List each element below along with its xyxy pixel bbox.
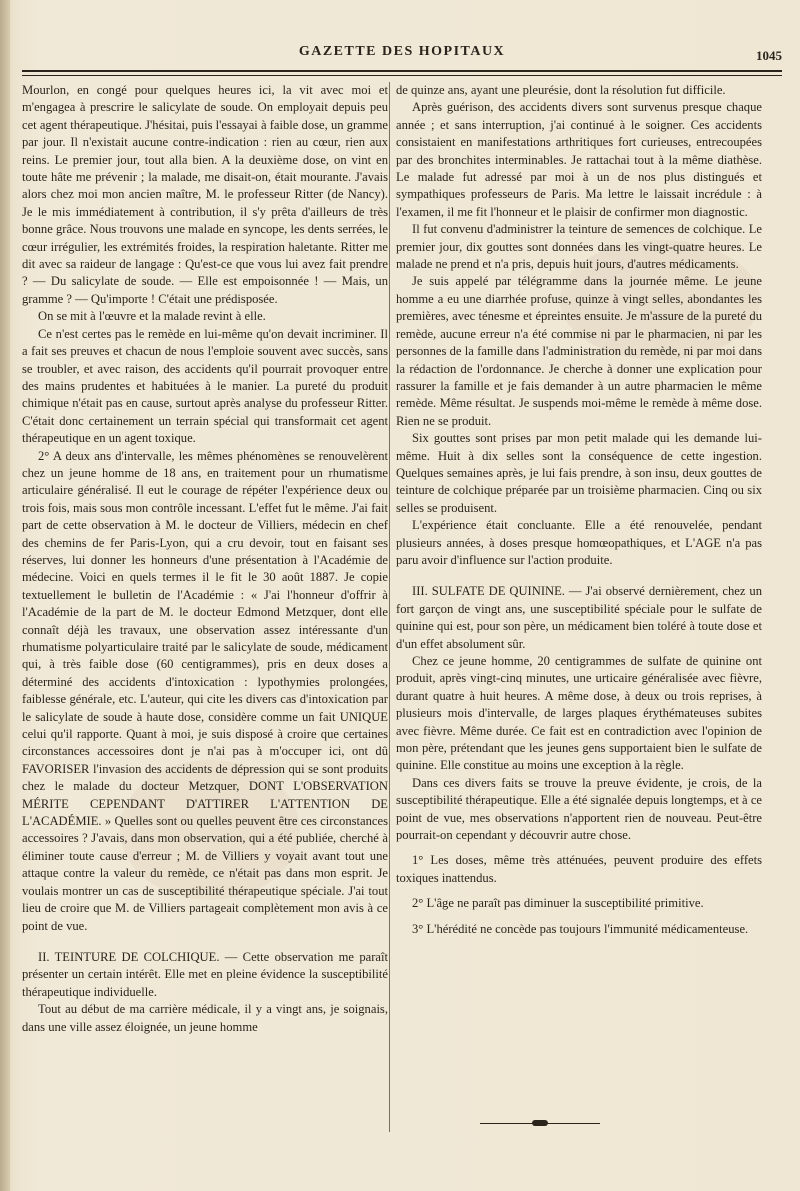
page-header: [22, 38, 782, 68]
list-item: 2° L'âge ne paraît pas diminuer la susceptibilité primitive.: [412, 896, 704, 911]
header-rule-thick: [22, 70, 782, 72]
paragraph: Après guérison, des accidents divers sont survenus presque chaque année ; et sans interruption, j'ai continué à le soigner. Ces accidents consistaient en manifestations arthritiques fort curieuses, entrecoupées par des bronchites interminables. Je rattachai tout à la même diathèse. Le malade fut adressé par moi à un de nos plus distingués et sympathiques professeurs de Paris. Ma lettre le laissait incrédule : à l'examen, il me fit l'honneur et le plaisir de confirmer mon diagnostic.: [396, 100, 762, 219]
right-column: [396, 82, 762, 1162]
end-ornament: [480, 1120, 600, 1128]
paragraph: Dans ces divers faits se trouve la preuve évidente, je crois, de la susceptibilité thérapeutique. Elle a été signalée depuis longtemps, et à ce point de vue, mes observations n'apportent rien de nouveau. Peut-être pourrait-on cependant y découvrir autre chose.: [396, 775, 762, 843]
section-heading-paragraph: III. SULFATE DE QUININE. — J'ai observé dernièrement, chez un fort garçon de vingt ans, une susceptibilité spéciale pour le sulfate de quinine qui est, pour son père, un médicament bien toléré à toute dose et d'un effet absolument sûr.: [396, 584, 762, 651]
ornament-center: [532, 1120, 548, 1126]
paragraph: Tout au début de ma carrière médicale, il y a vingt ans, je soignais, dans une ville assez éloignée, un jeune homme: [22, 1002, 388, 1034]
paragraph: On se mit à l'œuvre et la malade revint à elle.: [38, 309, 266, 324]
list-item: 3° L'hérédité ne concède pas toujours l'immunité médicamenteuse.: [412, 921, 749, 936]
paragraph: Ce n'est certes pas le remède en lui-même qu'on devait incriminer. Il a fait ses preuves et chacun de nous l'emploie souvent avec succès, sans se troubler, et avec raison, des accidents qu'il pourrait provoquer entre des mains prudentes et habituées à le manier. La pureté du produit chimique n'était pas en cause, surtout après analyse du professeur Ritter. C'était donc certainement un terrain spécial qui transformait cet agent thérapeutique en un agent toxique.: [22, 326, 388, 446]
paragraph: Il fut convenu d'administrer la teinture de semences de colchique. Le premier jour, dix gouttes sont données dans les vingt-quatre heures. Le malade ne prend et n'a pris, depuis huit jours, d'autres médicaments.: [396, 222, 762, 272]
left-column: [22, 82, 388, 1162]
paragraph: Je suis appelé par télégramme dans la journée même. Le jeune homme a eu une diarrhée profuse, quinze à vingt selles, abondantes les premières, avec ténesme et épreintes ensuite. Je m'assure de la pureté du remède, aucune erreur n'a été commise ni par le pharmacien, ni par les personnes de la famille dans l'administration du remède, ni par moi dans la rédaction de l'ordonnance. Je cherche à donner une explication pour rassurer la famille et je fais demander à un autre pharmacien le même remède. Même résultat. Je suspends moi-même le remède à même dose. Rien ne se produit.: [396, 274, 762, 428]
paragraph: Six gouttes sont prises par mon petit malade qui les demande lui-même. Huit à dix selles sont la conséquence de cette ingestion. Quelques semaines après, je lui fais prendre, à son insu, deux gouttes de teinture de colchique préparée par un troisième pharmacien. Cinq ou six selles se produisent.: [396, 431, 762, 515]
running-title: GAZETTE DES HOPITAUX: [298, 44, 506, 59]
paragraph: de quinze ans, ayant une pleurésie, dont la résolution fut difficile.: [396, 83, 726, 97]
paragraph: 2° A deux ans d'intervalle, les mêmes phénomènes se renouvelèrent chez un jeune homme de 18 ans, en traitement pour un rhumatisme articulaire généralisé. Il eut le courage de répéter l'expérience deux ou trois fois, mais sous mon contrôle incessant. L'effet fut le même. J'ai fait part de cette observation à M. le docteur de Villiers, médecin en chef des chemins de fer Paris-Lyon, qui a cru devoir, tout en faisant ses réserves, lui donner les honneurs d'une présentation à l'Académie de médecine. Voici en quels termes il le fit le 30 août 1887. Je copie textuellement le bulletin de l'Académie : « J'ai l'honneur d'offrir à l'Académie de la part de M. le docteur Edmond Metzquer, dont elle connaît déjà les travaux, une observation assez intéressante d'un rhumatisme polyarticulaire traité par le salicylate de soude, médicament qui, à très faible dose (60 centigrammes), pris en deux doses a déterminé des accidents d'intoxication : lypothymies prolongées, faiblesse générale, etc. L'auteur, qui cite les divers cas d'intoxication par le salicylate de soude à haute dose, considère comme un fait UNIQUE celui qu'il rapporte. Quant à moi, je suis disposé à croire que certaines circonstances accessoires dont je n'ai pas à m'occuper ici, ont dû FAVORISER l'invasion des accidents de dépression qui se sont produits chez le malade du docteur Metzquer, DONT L'OBSERVATION MÉRITE CEPENDANT D'ATTIRER L'ATTENTION DE L'ACADÉMIE. » Quelles sont ou quelles peuvent être ces circonstances accessoires ? J'avais, dans mon observation, qui a été publiée, cherché à éliminer toute cause d'erreur ; M. de Villiers y voyait avant tout une attaque contre la valeur du remède, ce n'était pas dans mon esprit. Je voulais montrer un cas de susceptibilité thérapeutique spéciale. J'ai tout lieu de croire que M. de Villiers partageait complètement mon avis à ce point de vue.: [22, 448, 388, 933]
paragraph: Chez ce jeune homme, 20 centigrammes de sulfate de quinine ont produit, après vingt-cinq minutes, une urticaire généralisée avec fièvre, durant quatre à huit heures. A même dose, à deux ou trois reprises, à plusieurs mois d'intervalle, de larges plaques érythémateuses subites avec fièvre. Même durée. Ce fait est en contradiction avec l'opinion de mon père, prétendant que les jeunes gens supportaient bien le sulfate de quinine. Elle constitue au moins une exception à la règle.: [396, 654, 762, 773]
list-item: 1° Les doses, même très atténuées, peuvent produire des effets toxiques inattendus.: [396, 853, 762, 885]
header-rule-thin: [22, 75, 782, 76]
column-divider: [389, 82, 390, 1132]
paragraph: Mourlon, en congé pour quelques heures ici, la vit avec moi et m'engagea à prescrire le salicylate de soude. On employait depuis peu cet agent thérapeutique. J'hésitai, puis l'essayai à faible dose, un gramme par jour. Il n'existait aucune contre-indication : rien au cœur, rien aux reins. Le premier jour, tout alla bien. A la deuxième dose, on vint en toute hâte me prévenir ; la malade, me disait-on, était mourante. J'avais alors chez moi mon ancien maître, M. le professeur Ritter (de Nancy). Je le mis immédiatement à contribution, il s'y prêta d'ailleurs de très bonne grâce. Nous trouvons une malade en syncope, les dents serrées, le cœur irrégulier, les extrémités froides, la respiration haletante. Ritter me dit avec sa raideur de langage : Qu'est-ce que vous lui avez fait prendre ? — Du salicylate de soude. — Elle est empoisonnée ! — Mais, un gramme ? — Qu'importe ! C'était une prédisposée.: [22, 83, 388, 306]
page-binding-edge: [0, 0, 10, 1191]
section-heading-paragraph: II. TEINTURE DE COLCHIQUE. — Cette observation me paraît présenter un certain intérêt. Elle met en pleine évidence la susceptibilité thérapeutique individuelle.: [22, 949, 388, 999]
paragraph: L'expérience était concluante. Elle a été renouvelée, pendant plusieurs années, à doses presque homœopathiques, et L'AGE n'a pas paru avoir d'influence sur l'action produite.: [396, 518, 762, 567]
page-number: 1045: [756, 48, 782, 63]
